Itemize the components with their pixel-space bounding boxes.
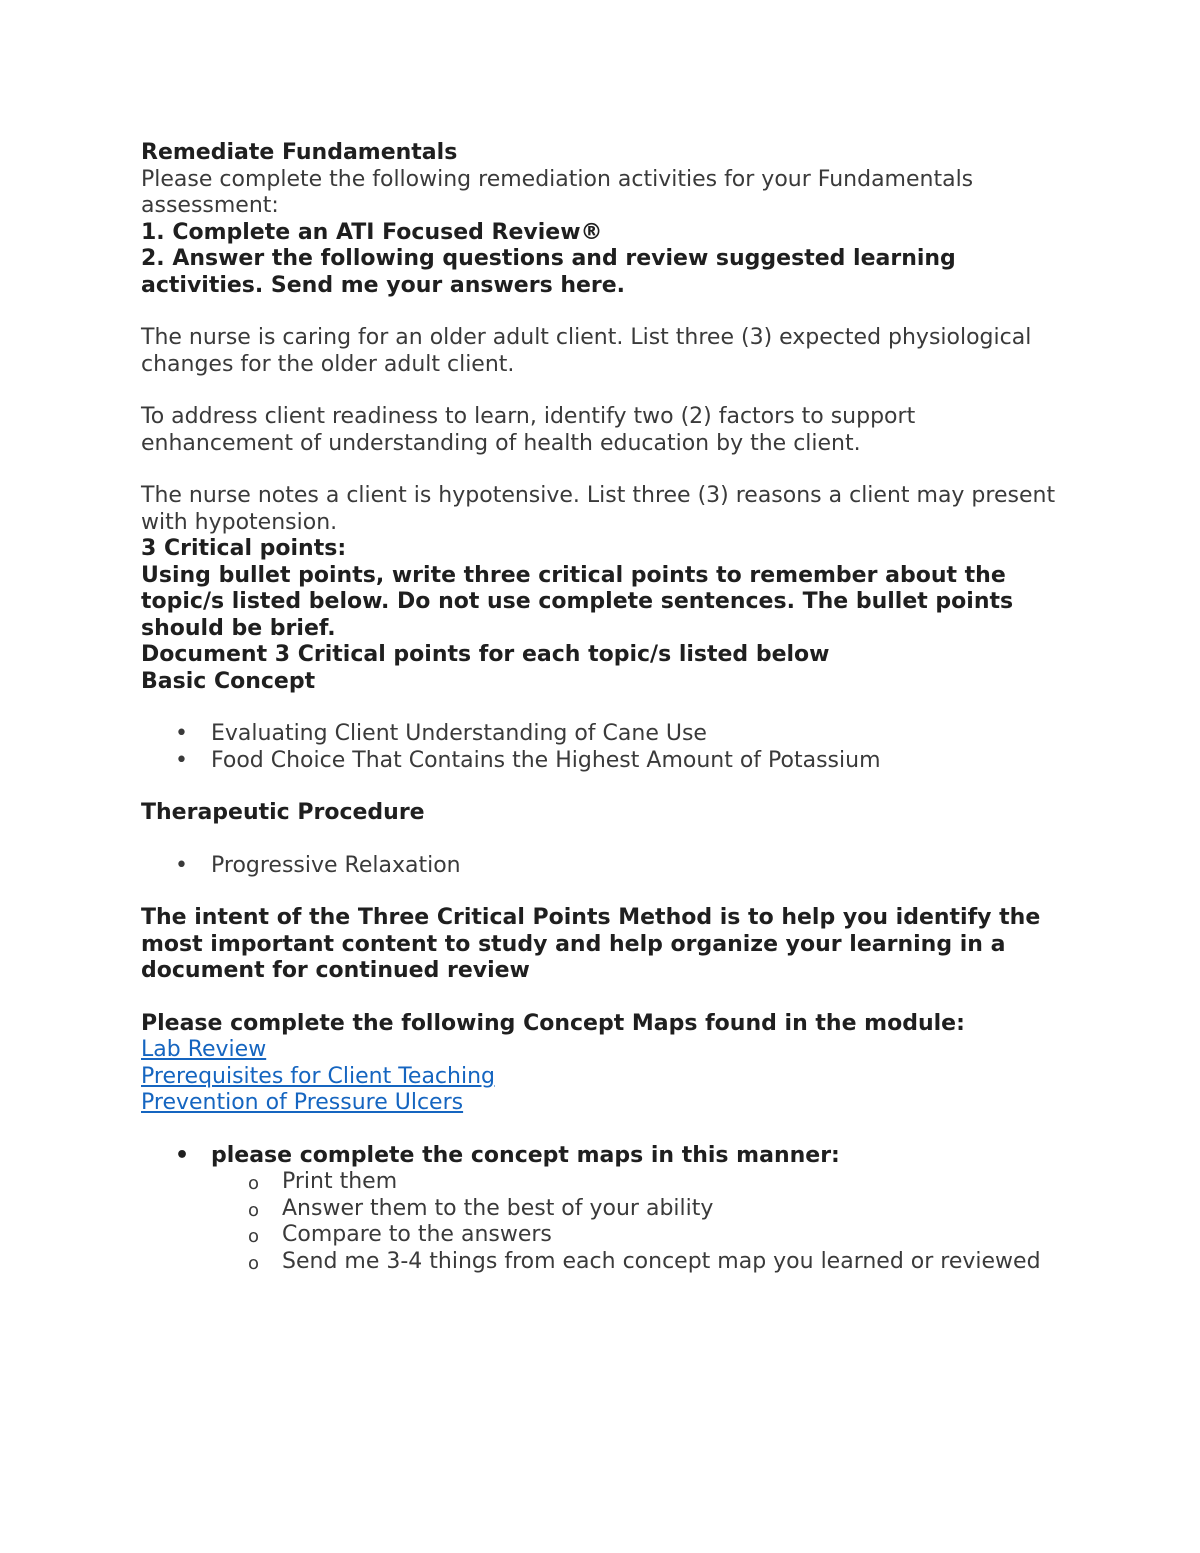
critical-instructions: Using bullet points, write three critical points to remember about the topic/s listed below. Do not use complete sentences. The bullet points should be brief. bbox=[141, 562, 1014, 641]
concept-maps-heading: Please complete the following Concept Maps found in the module: bbox=[141, 1010, 965, 1036]
list-item: • Food Choice That Contains the Highest Amount of Potassium bbox=[141, 748, 1071, 775]
step-2: 2. Answer the following questions and review suggested learning activities. Send me your answers here. bbox=[141, 246, 956, 298]
list-item: • Progressive Relaxation bbox=[141, 853, 1071, 880]
critical-document-line: Document 3 Critical points for each topic/s listed below bbox=[141, 642, 830, 667]
link-prerequisites-client-teaching[interactable]: Prerequisites for Client Teaching bbox=[141, 1063, 495, 1089]
therapeutic-heading: Therapeutic Procedure bbox=[141, 800, 425, 825]
question-3: The nurse notes a client is hypotensive. List three (3) reasons a client may present with hypotension. bbox=[141, 483, 1056, 535]
sub-list-item: o Print them bbox=[141, 1169, 1071, 1196]
page-title: Remediate Fundamentals bbox=[141, 140, 458, 165]
question-2: To address client readiness to learn, identify two (2) factors to support enhancement of understanding of health education by the client. bbox=[141, 404, 916, 456]
critical-heading: 3 Critical points: bbox=[141, 536, 347, 561]
step-1: 1. Complete an ATI Focused Review® bbox=[141, 219, 603, 245]
intent-text: The intent of the Three Critical Points Method is to help you identify the most important content to study and help organize your learning in a document for continued review bbox=[141, 905, 1041, 983]
basic-concept-list bbox=[141, 721, 1071, 774]
intro-text: Please complete the following remediation activities for your Fundamentals assessment: bbox=[141, 166, 974, 218]
list-item: • Evaluating Client Understanding of Cane Use bbox=[141, 721, 1071, 748]
therapeutic-list bbox=[141, 853, 1071, 880]
sub-list-item: o Compare to the answers bbox=[141, 1222, 1071, 1249]
document-page bbox=[141, 140, 1071, 1275]
sub-list-item: o Answer them to the best of your ability bbox=[141, 1196, 1071, 1223]
link-prevention-pressure-ulcers[interactable]: Prevention of Pressure Ulcers bbox=[141, 1090, 464, 1115]
question-1: The nurse is caring for an older adult client. List three (3) expected physiological changes for the older adult client. bbox=[141, 325, 1032, 377]
concept-maps-list bbox=[141, 1143, 1071, 1276]
sub-list-item: o Send me 3-4 things from each concept map you learned or reviewed bbox=[141, 1249, 1071, 1276]
basic-concept-heading: Basic Concept bbox=[141, 668, 316, 694]
link-lab-review[interactable]: Lab Review bbox=[141, 1037, 267, 1062]
list-item: • please complete the concept maps in this manner: bbox=[141, 1143, 1071, 1170]
